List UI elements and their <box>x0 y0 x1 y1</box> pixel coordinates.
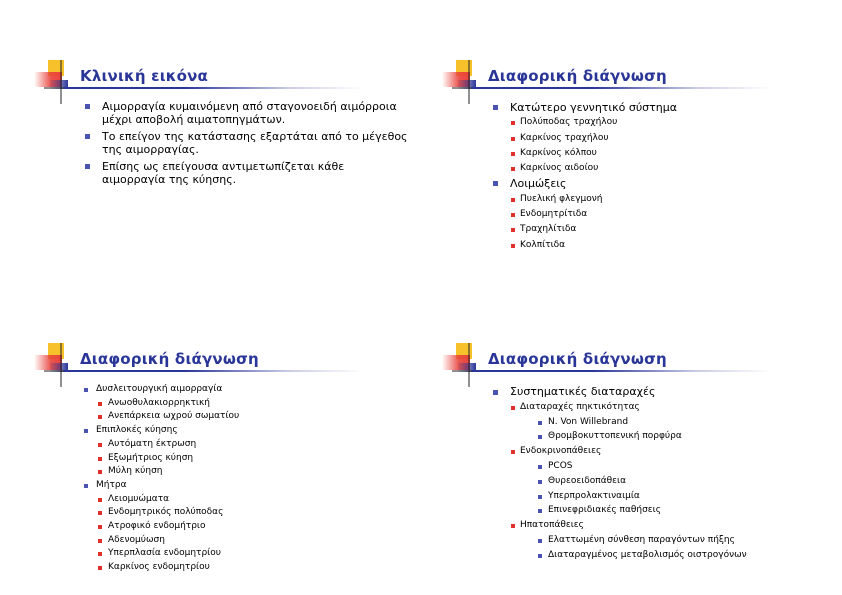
list-item: Αυτόματη έκτρωση <box>96 438 239 452</box>
bullet-icon <box>85 164 90 169</box>
list-item: Καρκίνος κόλπου <box>510 146 677 161</box>
bullet-icon <box>538 421 542 425</box>
slide-logo-icon <box>34 60 78 104</box>
group-label: Επιπλοκές κύησης <box>96 425 178 436</box>
bullet-icon <box>98 539 102 543</box>
list-item <box>82 130 408 156</box>
bullet-icon <box>98 525 102 529</box>
bullet-icon <box>98 511 102 515</box>
bullet-icon <box>538 495 542 499</box>
list-group <box>82 479 239 575</box>
bullet-list <box>82 383 239 575</box>
title-underline <box>472 87 772 89</box>
bullet-icon <box>511 213 515 217</box>
bullet-icon <box>84 484 88 488</box>
list-group <box>82 424 239 479</box>
list-item <box>82 160 408 186</box>
list-item: Πολύποδας τραχήλου <box>510 115 677 130</box>
bullet-icon <box>511 198 515 202</box>
list-item: Καρκίνος ενδομητρίου <box>96 561 239 575</box>
list-item: Κολπίτιδα <box>510 238 677 253</box>
list-item: Τραχηλίτιδα <box>510 222 677 237</box>
bullet-icon <box>493 390 498 395</box>
list-item: Θρομβοκυττοπενική πορφύρα <box>520 429 747 444</box>
group-label: Κατώτερο γεννητικό σύστημα <box>510 101 677 114</box>
slide-title: Διαφορική διάγνωση <box>80 350 259 368</box>
list-item <box>82 100 408 126</box>
bullet-icon <box>98 457 102 461</box>
bullet-icon <box>511 228 515 232</box>
item-text-line: Αιμορραγία κυμαινόμενη από σταγονοειδή αιμόρροια <box>102 100 397 113</box>
list-group <box>82 383 239 424</box>
slide-title: Διαφορική διάγνωση <box>488 67 667 85</box>
top-label: Συστηματικές διαταραχές <box>510 385 656 398</box>
list-item: Λειομυώματα <box>96 493 239 507</box>
list-item: Θυρεοειδοπάθεια <box>520 474 747 489</box>
bullet-icon <box>98 566 102 570</box>
group-label: Ενδοκρινοπάθειες <box>520 446 602 457</box>
bullet-icon <box>511 524 515 528</box>
list-item: Υπερπρολακτιναιμία <box>520 489 747 504</box>
slide-clinical-picture <box>34 60 414 200</box>
group-label: Ηπατοπάθειες <box>520 520 584 531</box>
bullet-icon <box>493 181 498 186</box>
item-text-line: της αιμορραγίας. <box>102 143 199 156</box>
bullet-icon <box>511 244 515 248</box>
bullet-list <box>82 100 408 186</box>
list-group <box>490 100 677 176</box>
bullet-icon <box>538 554 542 558</box>
list-item: Εξωμήτριος κύηση <box>96 452 239 466</box>
list-group <box>510 518 747 562</box>
bullet-icon <box>511 450 515 454</box>
list-item: Ενδομητρίτιδα <box>510 207 677 222</box>
list-group <box>510 400 747 444</box>
list-item: Ανεπάρκεια ωχρού σωματίου <box>96 410 239 424</box>
slide-logo-icon <box>442 343 486 387</box>
bullet-icon <box>511 121 515 125</box>
slide-logo-icon <box>34 343 78 387</box>
bullet-list <box>490 100 677 253</box>
bullet-icon <box>98 470 102 474</box>
bullet-icon <box>98 552 102 556</box>
list-group <box>490 385 747 563</box>
bullet-icon <box>98 443 102 447</box>
title-underline <box>472 370 772 372</box>
group-label: Διαταραχές πηκτικότητας <box>520 401 640 412</box>
list-item: Επινεφριδιακές παθήσεις <box>520 503 747 518</box>
bullet-icon <box>84 429 88 433</box>
bullet-icon <box>538 509 542 513</box>
bullet-icon <box>98 402 102 406</box>
list-item: Πυελική φλεγμονή <box>510 192 677 207</box>
group-label: Μήτρα <box>96 479 127 490</box>
group-label: Λοιμώξεις <box>510 177 567 191</box>
bullet-icon <box>538 435 542 439</box>
list-item: Ατροφικό ενδομήτριο <box>96 520 239 534</box>
title-underline <box>64 87 364 89</box>
bullet-icon <box>84 388 88 392</box>
bullet-icon <box>98 498 102 502</box>
bullet-icon <box>511 152 515 156</box>
slide-title: Διαφορική διάγνωση <box>488 350 667 368</box>
slide-differential-systemic <box>442 343 822 583</box>
list-item: Καρκίνος τραχήλου <box>510 131 677 146</box>
list-group <box>490 176 677 252</box>
list-item: Διαταραγμένος μεταβολισμός οιστρογόνων <box>520 548 747 563</box>
group-label: Δυσλειτουργική αιμορραγία <box>96 384 223 394</box>
bullet-icon <box>538 465 542 469</box>
bullet-list <box>490 385 747 563</box>
bullet-icon <box>538 539 542 543</box>
list-item: Ελαττωμένη σύνθεση παραγόντων πήξης <box>520 533 747 548</box>
item-text-line: Επίσης ως επείγουσα αντιμετωπίζεται κάθε <box>102 160 345 173</box>
list-item: Ενδομητρικός πολύποδας <box>96 506 239 520</box>
slide-differential-lower-tract <box>442 60 822 260</box>
list-item: Αδενομύωση <box>96 534 239 548</box>
item-text-line: μέχρι αποβολή αιματοπηγμάτων. <box>102 113 286 126</box>
list-item: Μύλη κύηση <box>96 465 239 479</box>
bullet-icon <box>85 104 90 109</box>
list-item: Υπερπλασία ενδομητρίου <box>96 547 239 561</box>
slide-differential-dysfunctional <box>34 343 414 583</box>
slide-title: Κλινική εικόνα <box>80 67 209 85</box>
bullet-icon <box>511 167 515 171</box>
bullet-icon <box>511 137 515 141</box>
item-text-line: αιμορραγία της κύησης. <box>102 173 237 186</box>
list-item: N. Von Willebrand <box>520 415 747 430</box>
title-underline <box>64 370 364 372</box>
list-item: PCOS <box>520 459 747 474</box>
bullet-icon <box>538 480 542 484</box>
bullet-icon <box>511 406 515 410</box>
list-item: Ανωοθυλακιορρηκτική <box>96 397 239 411</box>
bullet-icon <box>98 415 102 419</box>
slide-logo-icon <box>442 60 486 104</box>
bullet-icon <box>85 134 90 139</box>
item-text-line: Το επείγον της κατάστασης εξαρτάται από το μέγεθος <box>102 130 408 143</box>
bullet-icon <box>493 105 498 110</box>
list-group <box>510 444 747 518</box>
list-item: Καρκίνος αιδοίου <box>510 161 677 176</box>
